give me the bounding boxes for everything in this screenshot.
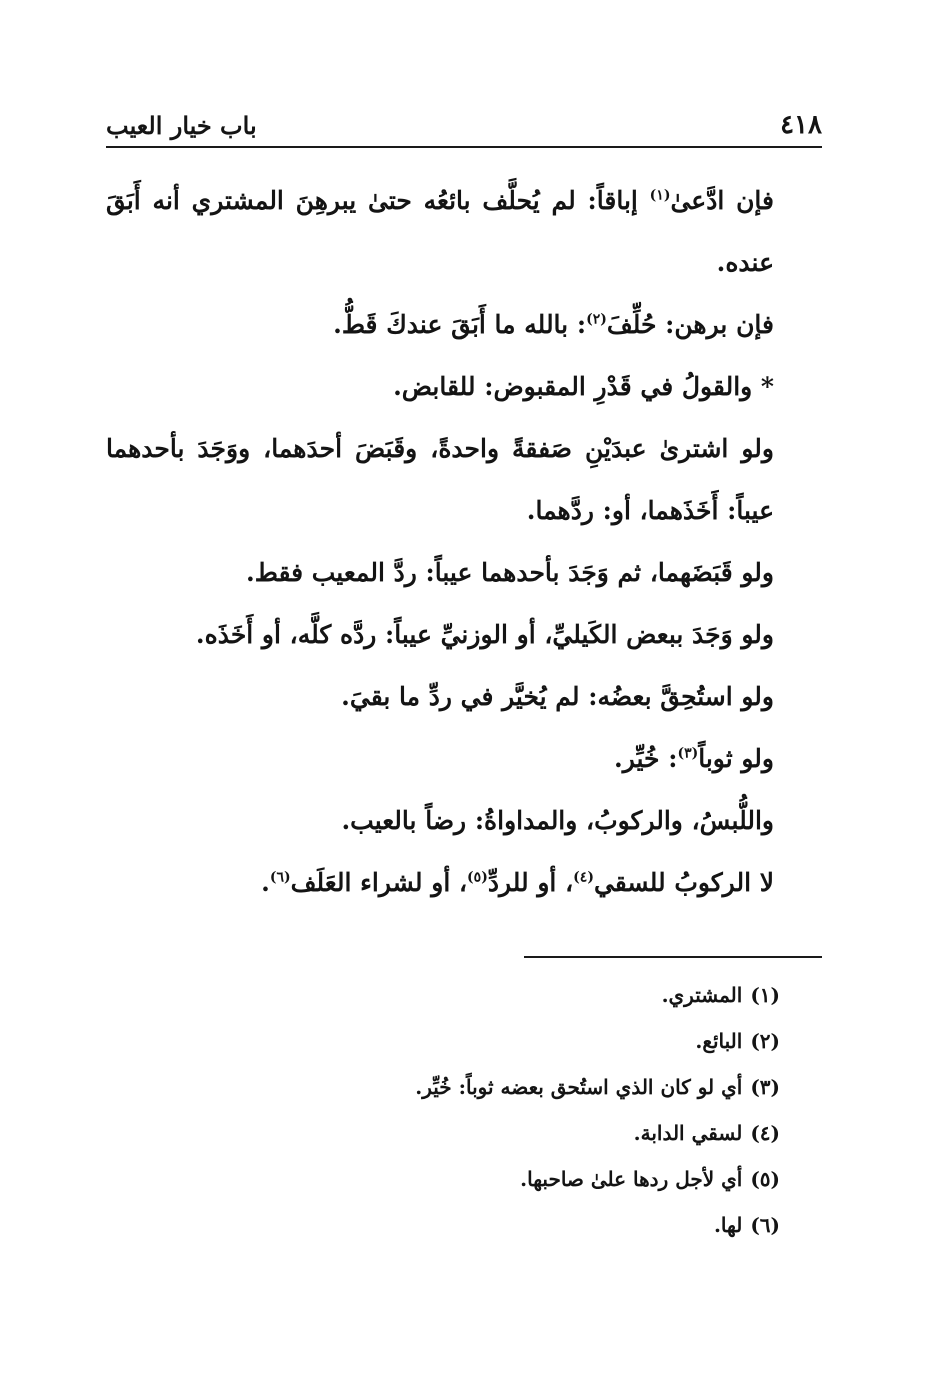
footnote-ref-5: (٥) — [467, 869, 488, 886]
footnote-number: (٦) — [750, 1213, 780, 1237]
footnotes — [106, 972, 780, 1248]
paragraph-10-text-c: ، أو لشراء العَلَف — [290, 868, 468, 897]
footnote-number: (٤) — [750, 1121, 780, 1145]
footnote-1 — [106, 972, 780, 1018]
paragraph-8-text-b: : خُيِّر. — [614, 744, 678, 773]
paragraph-2 — [106, 294, 822, 356]
paragraph-10-text-a: لا الركوبُ للسقي — [593, 868, 774, 897]
paragraph-10-text-b: ، أو للردِّ — [487, 868, 574, 897]
footnote-text: المشتري. — [661, 983, 743, 1007]
paragraph-10 — [106, 852, 822, 914]
paragraph-7: ولو استُحِقَّ بعضُه: لم يُخيَّر في ردِّ ما بقيَ. — [341, 682, 774, 711]
footnote-number: (١) — [750, 983, 780, 1007]
footnote-separator — [524, 956, 822, 958]
footnote-number: (٢) — [750, 1029, 780, 1053]
paragraph-3: * والقولُ في قَدْرِ المقبوض: للقابض. — [393, 372, 774, 401]
paragraph-8-text-a: ولو ثوباً — [698, 744, 774, 773]
footnote-text: البائع. — [695, 1029, 743, 1053]
paragraph-9: واللُّبسُ، والركوبُ، والمداواةُ: رضاً بالعيب. — [341, 806, 774, 835]
footnote-text: لسقي الدابة. — [633, 1121, 743, 1145]
footnote-text: لها. — [713, 1213, 743, 1237]
page-number: ٤١٨ — [780, 110, 822, 140]
paragraph-2-text-a: فإن برهن: حُلِّفَ — [606, 310, 774, 339]
footnote-number: (٥) — [750, 1167, 780, 1191]
paragraph-1 — [106, 170, 822, 294]
footnote-ref-3: (٣) — [677, 745, 699, 762]
footnote-ref-4: (٤) — [573, 869, 594, 886]
paragraph-10-text-d: . — [261, 868, 270, 897]
paragraph-5: ولو قَبَضَهما، ثم وَجَدَ بأحدهما عيباً: ردَّ المعيب فقط. — [246, 558, 774, 587]
running-header — [106, 92, 822, 140]
paragraph-6: ولو وَجَدَ ببعض الكَيليِّ، أو الوزنيِّ عيباً: ردَّه كلَّه، أو أَخَذَه. — [195, 620, 774, 649]
paragraph-2-text-b: : بالله ما أَبَقَ عندكَ قَطُّ. — [333, 310, 587, 339]
chapter-title: باب خيار العيب — [106, 111, 257, 140]
footnote-2 — [106, 1018, 780, 1064]
footnote-4 — [106, 1110, 780, 1156]
footnote-number: (٣) — [750, 1075, 780, 1099]
footnote-text: أي لو كان الذي استُحق بعضه ثوباً: خُيِّر. — [415, 1075, 743, 1099]
footnote-text: أي لأجل ردها علىٰ صاحبها. — [520, 1167, 743, 1191]
paragraph-1-text-a: فإن ادَّعىٰ — [670, 186, 774, 215]
footnote-ref-1: (١) — [649, 187, 671, 204]
footnote-3 — [106, 1064, 780, 1110]
paragraph-4: ولو اشترىٰ عبدَيْنِ صَفقةً واحدةً، وقَبَضَ أحدَهما، ووَجَدَ بأحدهما عيباً: أَخَذَهما، أو: ردَّهما. — [106, 434, 774, 525]
paragraph-1-text-b: إباقاً: لم يُحلَّف بائعُه حتىٰ يبرهِنَ المشتري أنه أَبَقَ عنده. — [106, 186, 774, 277]
footnote-ref-6: (٦) — [269, 869, 291, 886]
footnote-ref-2: (٢) — [586, 311, 607, 328]
main-text — [106, 170, 822, 914]
footnote-5 — [106, 1156, 780, 1202]
paragraph-8 — [106, 728, 822, 790]
header-rule — [106, 146, 822, 148]
footnote-6 — [106, 1202, 780, 1248]
